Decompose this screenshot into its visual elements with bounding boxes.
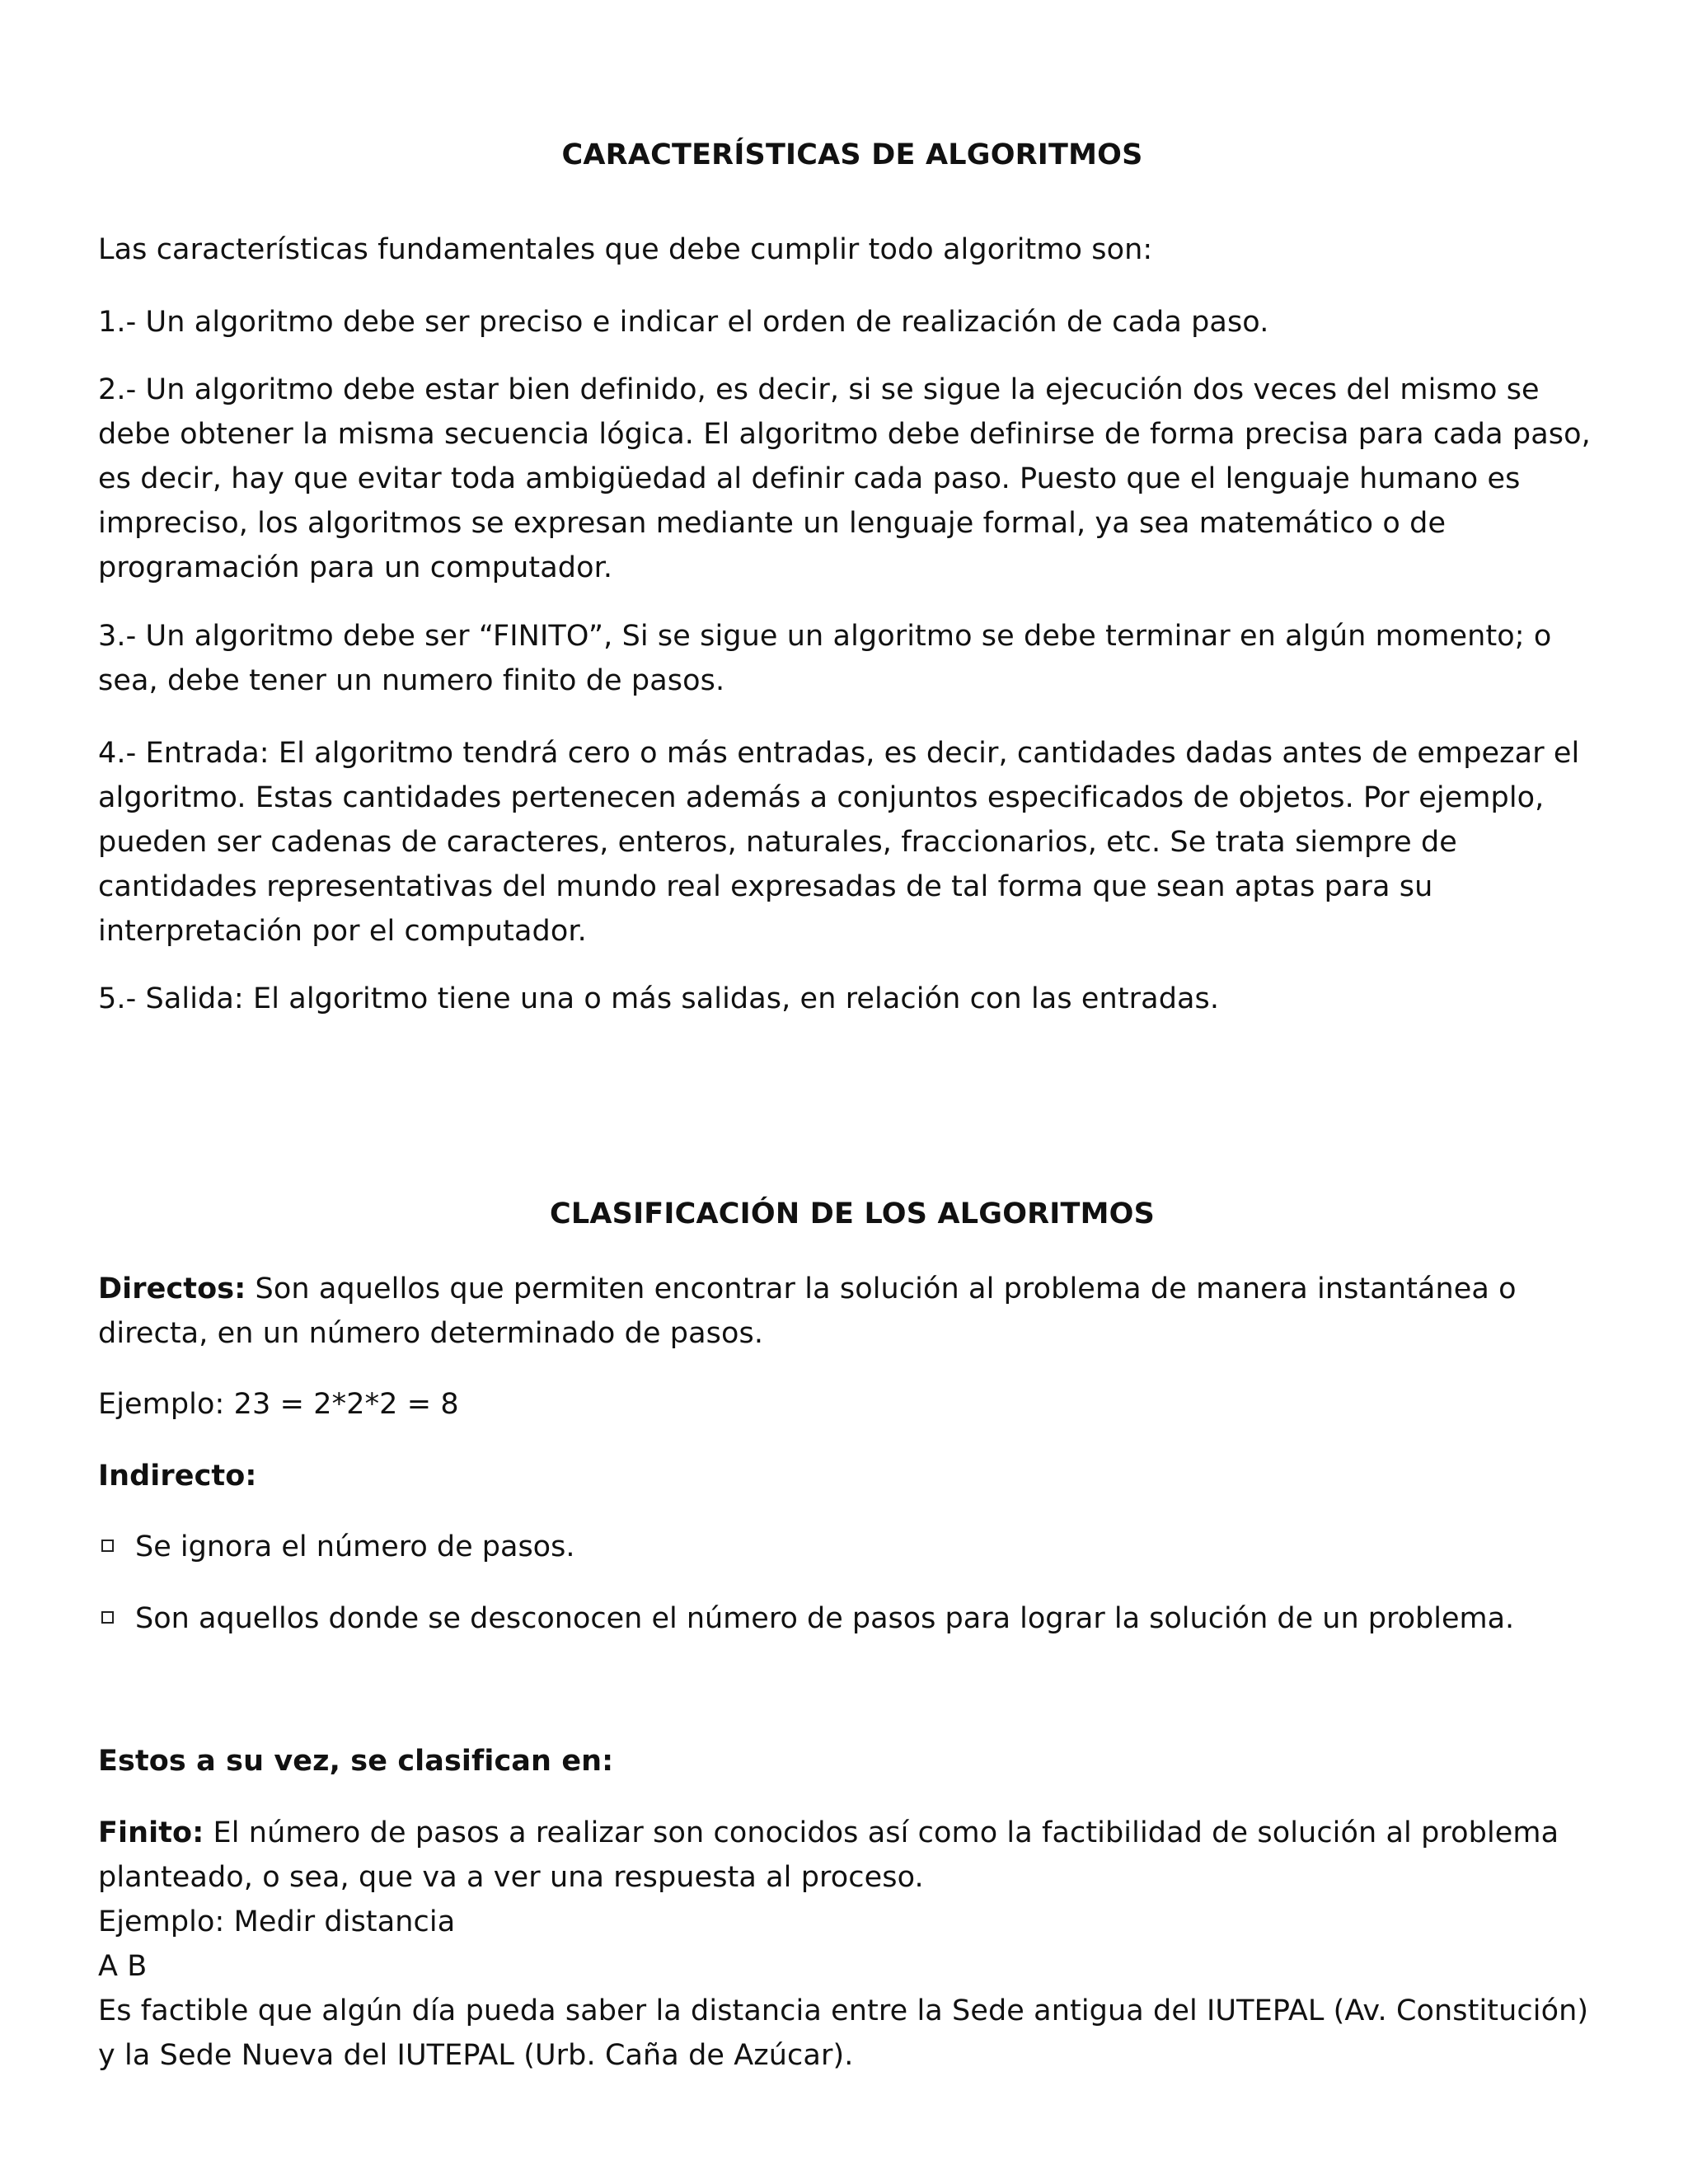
directos-text: Son aquellos que permiten encontrar la solución al problema de manera instantánea o directa, en un número determinado de pasos.	[98, 1272, 1517, 1350]
square-bullet-icon	[101, 1540, 114, 1552]
directos-label: Directos:	[98, 1272, 246, 1305]
section-title-clasificacion: CLASIFICACIÓN DE LOS ALGORITMOS	[549, 1197, 1155, 1230]
item-3: 3.- Un algoritmo debe ser “FINITO”, Si se sigue un algoritmo se debe terminar en algún momento; o sea, debe tener un numero finito de pasos.	[98, 620, 1552, 697]
section-title-caracteristicas: CARACTERÍSTICAS DE ALGORITMOS	[561, 138, 1143, 171]
bullet-text: Se ignora el número de pasos.	[135, 1530, 575, 1563]
list-item	[98, 1596, 1606, 1641]
finito-ejemplo: Ejemplo: Medir distancia	[98, 1905, 456, 1938]
finito-factible: Es factible que algún día pueda saber la distancia entre la Sede antigua del IUTEPAL (Av. Constitución) y la Sede Nueva del IUTEPAL (Urb. Caña de Azúcar).	[98, 1994, 1589, 2072]
item-1: 1.- Un algoritmo debe ser preciso e indicar el orden de realización de cada paso.	[98, 306, 1269, 339]
finito-ab: A B	[98, 1950, 148, 1983]
indirecto-label: Indirecto:	[98, 1460, 257, 1493]
ejemplo-directos: Ejemplo: 23 = 2*2*2 = 8	[98, 1388, 459, 1421]
item-4: 4.- Entrada: El algoritmo tendrá cero o más entradas, es decir, cantidades dadas antes de empezar el algoritmo. Estas cantidades pertenecen además a conjuntos especificados de objetos. Por ejemplo, pueden ser cadenas de caracteres, enteros, naturales, fraccionarios, etc. Se trata siempre de cantidades representativas del mundo real expresadas de tal forma que sean aptas para su interpretación por el computador.	[98, 737, 1580, 948]
finito-label: Finito:	[98, 1816, 204, 1849]
finito-paragraph	[98, 1811, 1606, 1900]
intro-paragraph: Las características fundamentales que debe cumplir todo algoritmo son:	[98, 233, 1153, 266]
bullet-text: Son aquellos donde se desconocen el número de pasos para lograr la solución de un problema.	[135, 1602, 1515, 1635]
item-5: 5.- Salida: El algoritmo tiene una o más salidas, en relación con las entradas.	[98, 982, 1220, 1015]
item-2: 2.- Un algoritmo debe estar bien definido, es decir, si se sigue la ejecución dos veces del mismo se debe obtener la misma secuencia lógica. El algoritmo debe definirse de forma precisa para cada paso, es decir, hay que evitar toda ambigüedad al definir cada paso. Puesto que el lenguaje humano es impreciso, los algoritmos se expresan mediante un lenguaje formal, ya sea matemático o de programación para un computador.	[98, 373, 1591, 584]
directos-paragraph	[98, 1267, 1606, 1356]
finito-text: El número de pasos a realizar son conocidos así como la factibilidad de solución al problema planteado, o sea, que va a ver una respuesta al proceso.	[98, 1816, 1559, 1894]
list-item	[98, 1525, 1606, 1569]
square-bullet-icon	[101, 1611, 114, 1624]
subclass-label: Estos a su vez, se clasifican en:	[98, 1745, 614, 1778]
